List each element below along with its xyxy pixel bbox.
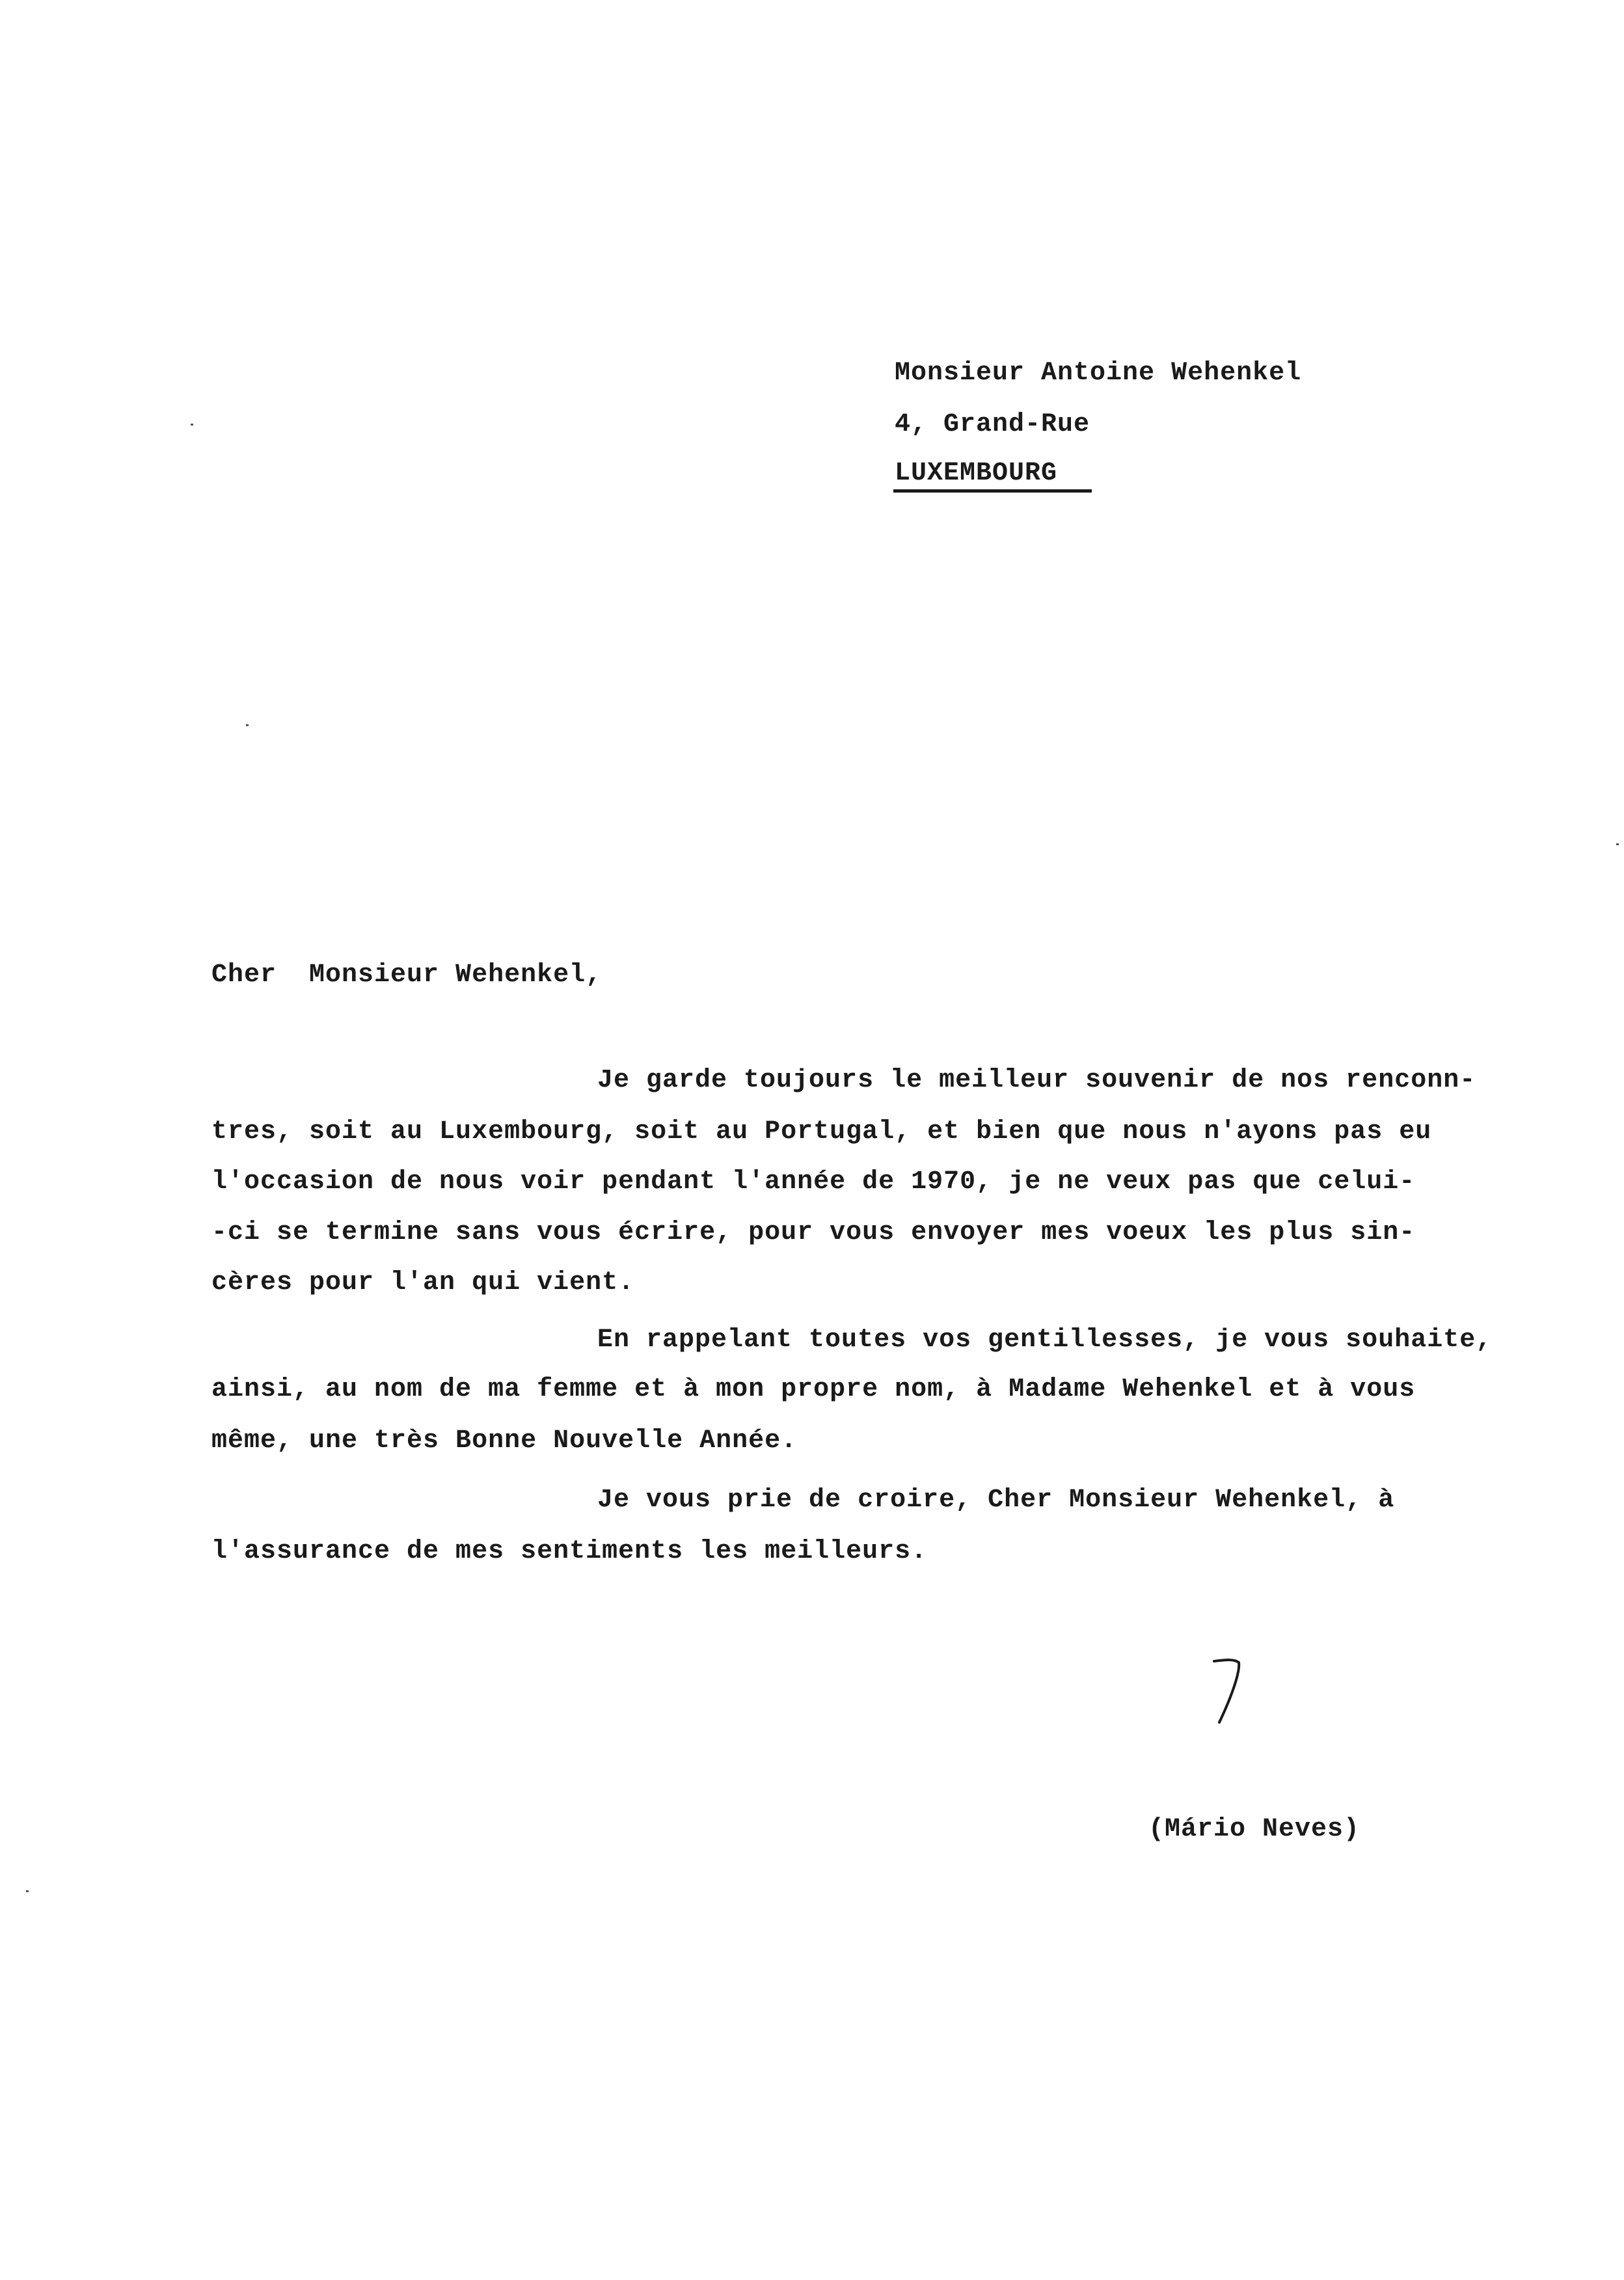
paper-speck (26, 1890, 29, 1892)
body-line-10: l'assurance de mes sentiments les meilleurs. (211, 1537, 928, 1566)
paper-speck (191, 424, 193, 426)
body-line-8: même, une très Bonne Nouvelle Année. (211, 1426, 798, 1456)
recipient-name: Monsieur Antoine Wehenkel (895, 359, 1302, 388)
body-line-1: Je garde toujours le meilleur souvenir de nos renconn- (597, 1066, 1476, 1095)
body-line-6: En rappelant toutes vos gentillesses, je vous souhaite, (597, 1325, 1493, 1355)
recipient-city: LUXEMBOURG (895, 459, 1058, 488)
body-line-4: -ci se termine sans vous écrire, pour vous envoyer mes voeux les plus sin- (211, 1218, 1416, 1247)
salutation: Cher Monsieur Wehenkel, (211, 960, 602, 990)
body-line-2: tres, soit au Luxembourg, soit au Portugal, et bien que nous n'ayons pas eu (211, 1117, 1432, 1147)
paper-speck (246, 724, 249, 726)
body-line-3: l'occasion de nous voir pendant l'année de 1970, je ne veux pas que celui- (211, 1167, 1416, 1197)
body-line-5: cères pour l'an qui vient. (211, 1268, 635, 1297)
sender-name: (Mário Neves) (1148, 1815, 1360, 1844)
handwritten-signature-mark (1210, 1656, 1249, 1728)
recipient-street: 4, Grand-Rue (895, 410, 1090, 439)
city-underline (893, 489, 1092, 493)
paper-speck (1616, 843, 1619, 845)
body-line-7: ainsi, au nom de ma femme et à mon propre nom, à Madame Wehenkel et à vous (211, 1375, 1416, 1404)
body-line-9: Je vous prie de croire, Cher Monsieur Wehenkel, à (597, 1486, 1395, 1515)
